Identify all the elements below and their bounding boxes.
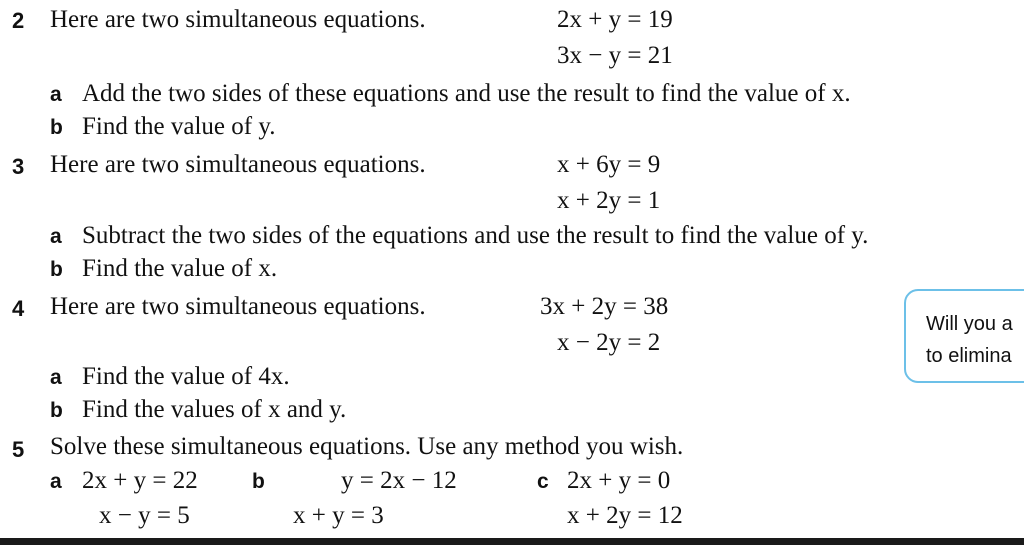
question-3-stem: Here are two simultaneous equations. <box>50 151 426 178</box>
q5-b-equation-2: x + y = 3 <box>293 502 384 529</box>
q5-a-equation-2: x − y = 5 <box>99 502 190 529</box>
q3-part-b-letter: b <box>50 258 63 281</box>
hint-callout-line-1: Will you a <box>926 313 1013 335</box>
question-5-stem: Solve these simultaneous equations. Use any method you wish. <box>50 433 684 460</box>
question-2-stem: Here are two simultaneous equations. <box>50 6 426 33</box>
q3-part-a-text: Subtract the two sides of the equations and use the result to find the value of y. <box>82 222 869 249</box>
q5-part-c-letter: c <box>537 470 549 493</box>
q2-equation-2: 3x − y = 21 <box>557 42 673 69</box>
q2-part-a-letter: a <box>50 83 62 106</box>
q5-a-equation-1: 2x + y = 22 <box>82 467 198 494</box>
q4-part-a-text: Find the value of 4x. <box>82 363 290 390</box>
q4-equation-2: x − 2y = 2 <box>557 329 661 356</box>
question-number-5: 5 <box>12 437 25 462</box>
q4-part-b-text: Find the values of x and y. <box>82 396 347 423</box>
question-number-4: 4 <box>12 296 25 321</box>
q5-part-a-letter: a <box>50 470 62 493</box>
q4-part-b-letter: b <box>50 399 63 422</box>
q3-equation-2: x + 2y = 1 <box>557 187 661 214</box>
q2-part-a-text: Add the two sides of these equations and use the result to find the value of x. <box>82 80 851 107</box>
q3-equation-1: x + 6y = 9 <box>557 151 661 178</box>
q5-c-equation-1: 2x + y = 0 <box>567 467 671 494</box>
question-number-3: 3 <box>12 154 25 179</box>
q2-part-b-text: Find the value of y. <box>82 113 276 140</box>
q5-b-equation-1: y = 2x − 12 <box>341 467 457 494</box>
hint-callout-line-2: to elimina <box>926 345 1012 367</box>
q4-part-a-letter: a <box>50 366 62 389</box>
q2-part-b-letter: b <box>50 116 63 139</box>
q3-part-b-text: Find the value of x. <box>82 255 278 282</box>
bottom-border-bar <box>0 538 1024 545</box>
q3-part-a-letter: a <box>50 225 62 248</box>
q2-equation-1: 2x + y = 19 <box>557 6 673 33</box>
q5-part-b-letter: b <box>252 470 265 493</box>
q5-c-equation-2: x + 2y = 12 <box>567 502 683 529</box>
question-4-stem: Here are two simultaneous equations. <box>50 293 426 320</box>
question-number-2: 2 <box>12 8 25 33</box>
q4-equation-1: 3x + 2y = 38 <box>540 293 669 320</box>
